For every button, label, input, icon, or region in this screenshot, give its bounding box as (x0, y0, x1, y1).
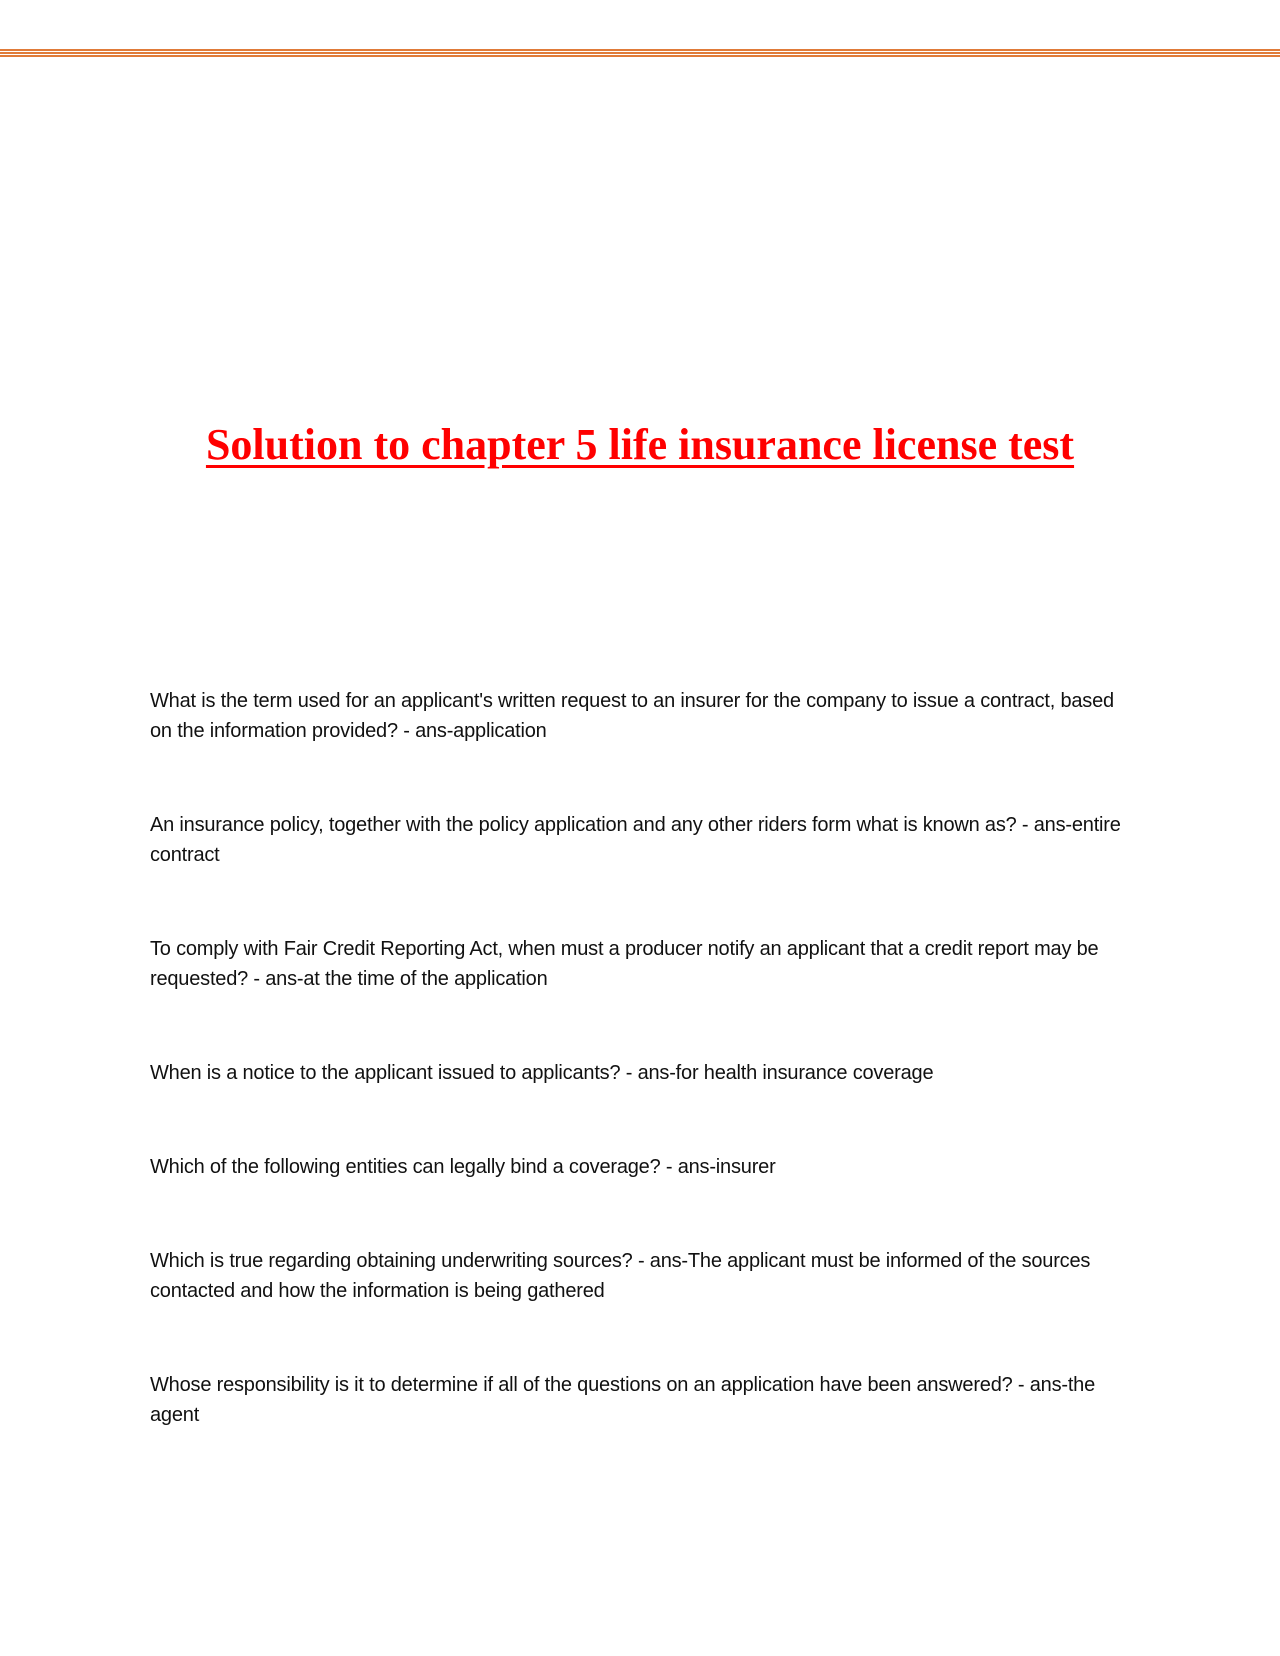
header-rule-line (0, 49, 1280, 51)
document-title (0, 418, 1280, 472)
qa-item-4: When is a notice to the applicant issued to applicants? - ans-for health insurance coverage (150, 1062, 934, 1084)
qa-item-5: Which of the following entities can legally bind a coverage? - ans-insurer (150, 1156, 776, 1178)
qa-item-3: To comply with Fair Credit Reporting Act, when must a producer notify an applicant that a credit report may be requested? - ans-at the time of the application (150, 938, 1099, 990)
qa-item-1: What is the term used for an applicant's written request to an insurer for the company to issue a contract, based on the information provided? - ans-application (150, 690, 1114, 742)
qa-item-2: An insurance policy, together with the policy application and any other riders form what is known as? - ans-entire contract (150, 814, 1121, 866)
header-rule-line (0, 52, 1280, 54)
header-rule-line (0, 55, 1280, 57)
qa-item-6: Which is true regarding obtaining underwriting sources? - ans-The applicant must be informed of the sources contacted and how the information is being gathered (150, 1250, 1091, 1302)
document-title-text: Solution to chapter 5 life insurance license test (205, 420, 1075, 469)
header-rule (0, 49, 1280, 56)
qa-item-7: Whose responsibility is it to determine if all of the questions on an application have been answered? - ans-the agent (150, 1374, 1096, 1426)
